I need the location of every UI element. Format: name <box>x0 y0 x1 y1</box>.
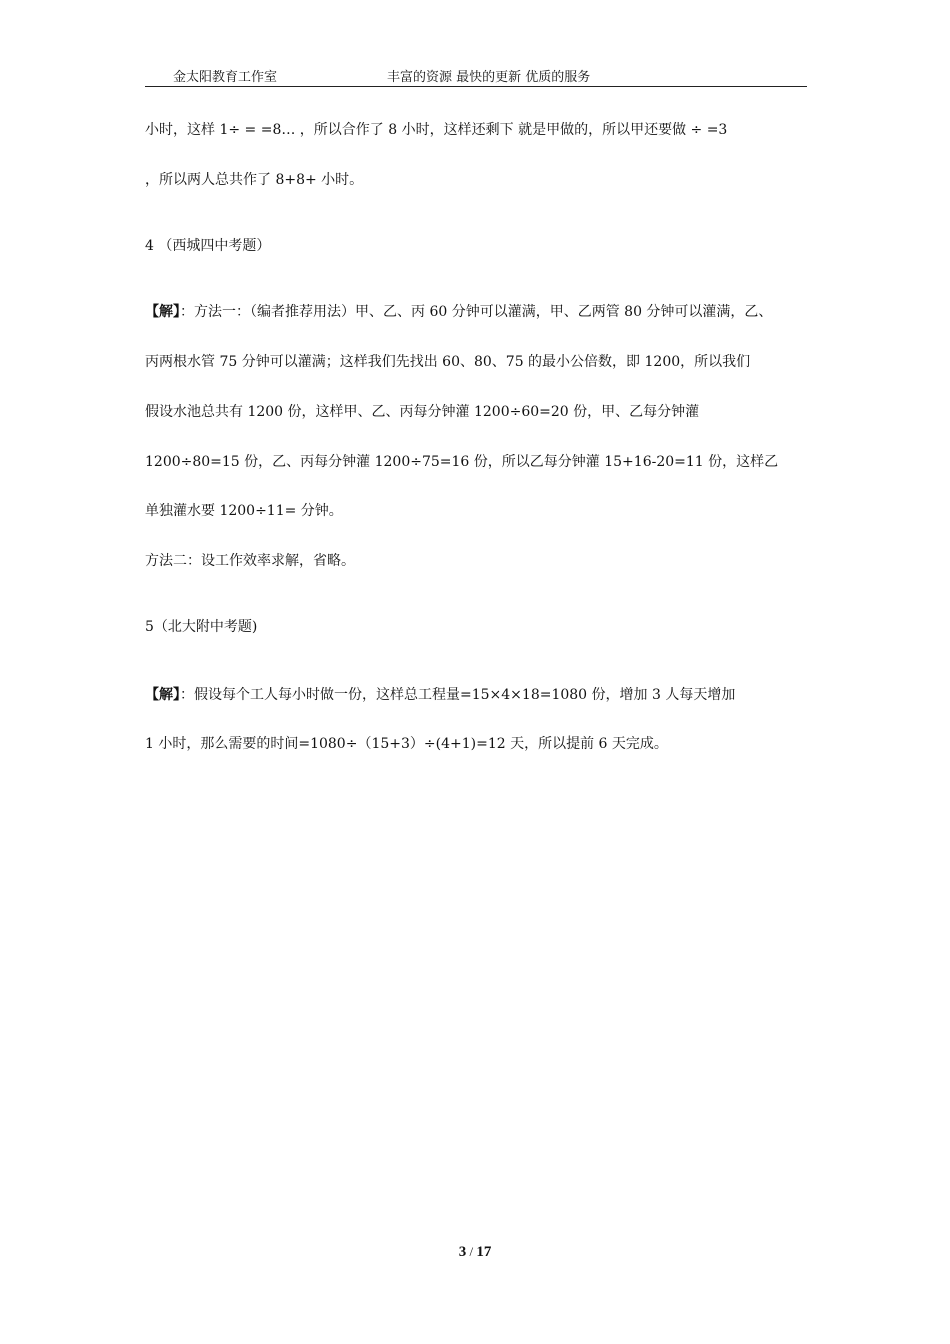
page-number <box>0 1244 950 1261</box>
current-page: 3 <box>458 1244 467 1260</box>
solution-text: ：方法一：（编者推荐用法）甲、乙、丙 60 分钟可以灌满，甲、乙两管 80 分钟可以灌满，乙、 <box>180 304 773 320</box>
page-separator: / <box>466 1244 477 1259</box>
text-line: ，所以两人总共作了 8+8+ 小时。 <box>145 172 364 188</box>
question-5-title: 5（北大附中考题) <box>145 619 258 635</box>
question-5-solution-line <box>145 686 735 704</box>
solution-label: 【解】 <box>145 687 180 703</box>
text-line: 假设水池总共有 1200 份，这样甲、乙、丙每分钟灌 1200÷60=20 份，甲、乙每分钟灌 <box>145 404 700 420</box>
question-4-solution-line <box>145 303 772 321</box>
page-header <box>145 64 807 87</box>
text-line: 丙两根水管 75 分钟可以灌满；这样我们先找出 60、80、75 的最小公倍数，即 1200，所以我们 <box>145 354 751 370</box>
total-pages: 17 <box>476 1244 492 1260</box>
text-line: 方法二：设工作效率求解，省略。 <box>145 553 355 569</box>
question-4-title: 4 （西城四中考题） <box>145 238 271 254</box>
solution-label: 【解】 <box>145 304 180 320</box>
solution-text: ：假设每个工人每小时做一份，这样总工程量=15×4×18=1080 份，增加 3 人每天增加 <box>180 687 736 703</box>
header-slogan: 丰富的资源 最快的更新 优质的服务 <box>387 70 591 85</box>
text-line: 单独灌水要 1200÷11= 分钟。 <box>145 503 343 519</box>
text-line: 1200÷80=15 份，乙、丙每分钟灌 1200÷75=16 份，所以乙每分钟灌 15+16-20=11 份，这样乙 <box>145 454 779 470</box>
text-line: 小时，这样 1÷ = =8… ，所以合作了 8 小时，这样还剩下 就是甲做的，所以甲还要做 ÷ =3 <box>145 122 728 138</box>
header-studio-name: 金太阳教育工作室 <box>173 70 278 85</box>
text-line: 1 小时，那么需要的时间=1080÷（15+3）÷(4+1)=12 天，所以提前 6 天完成。 <box>145 736 668 752</box>
